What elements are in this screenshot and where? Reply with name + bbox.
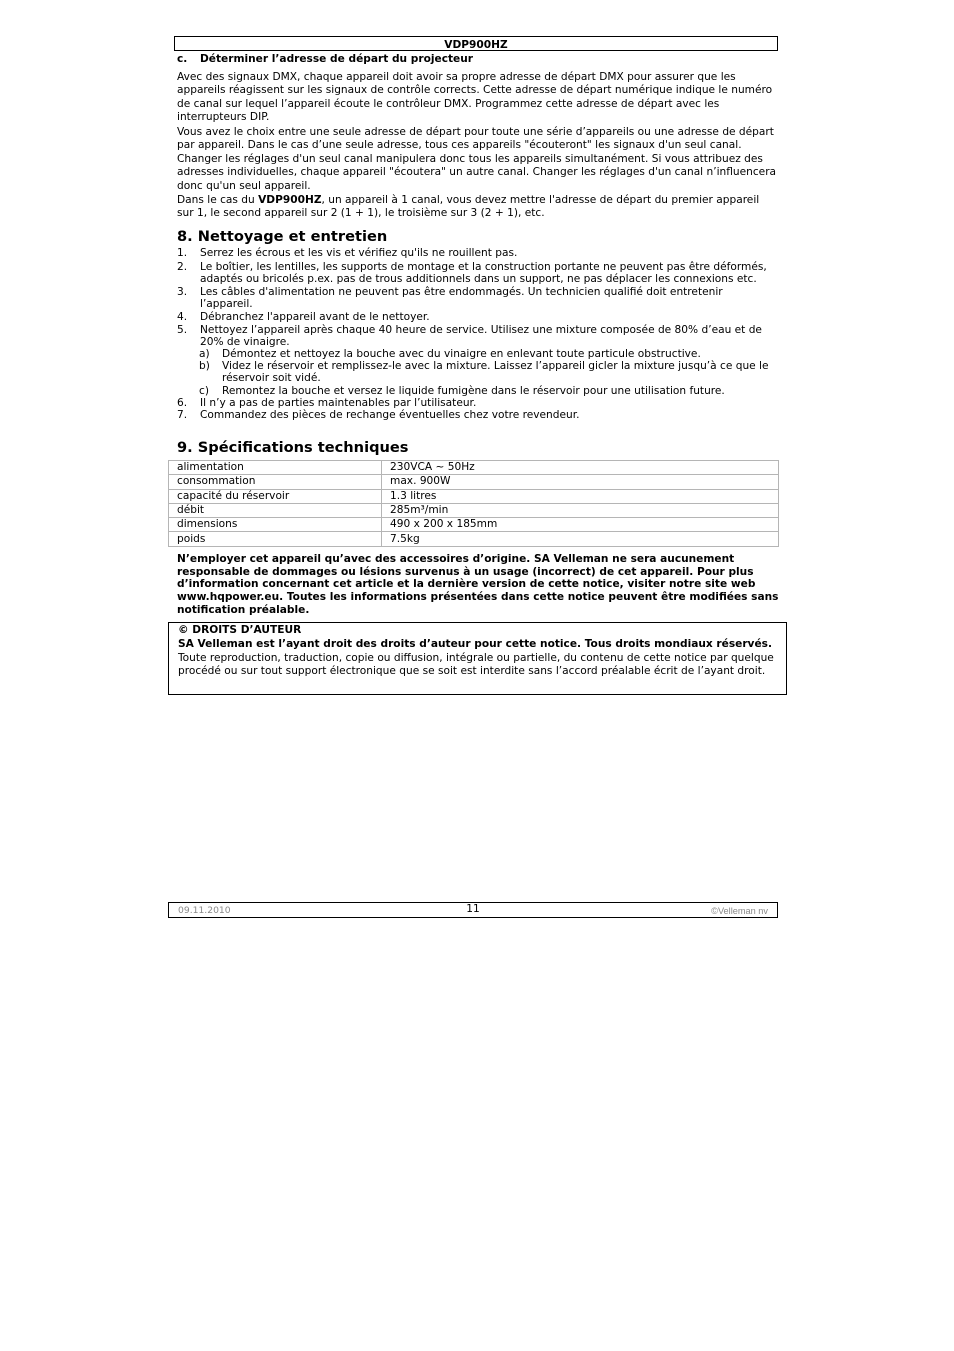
spec-key: alimentation bbox=[169, 461, 382, 475]
list-item-number: 2. bbox=[177, 261, 188, 274]
page-number: 11 bbox=[466, 903, 480, 915]
sub-list-item-text: Démontez et nettoyez la bouche avec du vinaigre en enlevant toute particule obstructive. bbox=[222, 348, 701, 361]
spec-value: 7.5kg bbox=[382, 532, 779, 546]
para3-text: Dans le cas du bbox=[177, 194, 259, 206]
sub-list-item-letter: a) bbox=[199, 348, 210, 361]
sub-list-item bbox=[177, 360, 777, 384]
list-item-number: 5. bbox=[177, 324, 188, 337]
section-c-heading bbox=[177, 53, 473, 66]
spec-key: capacité du réservoir bbox=[169, 489, 382, 503]
list-item bbox=[177, 409, 777, 421]
list-item-number: 7. bbox=[177, 409, 188, 422]
section-c-title: Déterminer l’adresse de départ du projecteur bbox=[200, 53, 473, 65]
footer-copyright: ©Velleman nv bbox=[711, 906, 768, 916]
sub-list-item-letter: c) bbox=[199, 385, 209, 398]
list-item bbox=[177, 311, 777, 323]
list-item-text: Le boîtier, les lentilles, les supports de montage et la construction portante ne peuvent pas être déformés, adaptés ou bricolés p.ex. pas de trous additionnels dans un support, ne pas déplacer les connexions etc. bbox=[200, 261, 767, 286]
list-item-number: 3. bbox=[177, 286, 188, 299]
list-item-text: Nettoyez l’appareil après chaque 40 heure de service. Utilisez une mixture composée de 80% d’eau et de 20% de vinaigre. bbox=[200, 324, 762, 349]
model-name: VDP900HZ bbox=[444, 39, 508, 51]
section-c-paragraph-3 bbox=[177, 194, 777, 221]
sub-list-item bbox=[177, 348, 777, 360]
spec-key: débit bbox=[169, 503, 382, 517]
list-item-text: Débranchez l'appareil avant de le nettoyer. bbox=[200, 311, 430, 324]
copyright-box bbox=[168, 622, 787, 695]
spec-key: dimensions bbox=[169, 518, 382, 532]
sub-list-item bbox=[177, 385, 777, 397]
header-model-box bbox=[174, 36, 778, 51]
spec-value: 230VCA ~ 50Hz bbox=[382, 461, 779, 475]
sub-list-item-text: Remontez la bouche et versez le liquide fumigène dans le réservoir pour une utilisation future. bbox=[222, 385, 725, 398]
specifications-table bbox=[168, 460, 779, 547]
footer-date: 09.11.2010 bbox=[178, 905, 231, 916]
list-item-text: Commandez des pièces de rechange éventuelles chez votre revendeur. bbox=[200, 409, 580, 422]
list-item-text: Il n’y a pas de parties maintenables par l’utilisateur. bbox=[200, 397, 477, 410]
list-item bbox=[177, 324, 777, 348]
section-c-paragraph-2: Vous avez le choix entre une seule adresse de départ pour toute une série d’appareils ou une adresse de départ par appareil. Dans le cas d’une seule adresse, tous ces appareils "écouteront" les signaux d'un seul canal. Changer les réglages d'un seul canal manipulera donc tous les appareils simultanément. Si vous attribuez des adresses individuelles, chaque appareil "écoutera" un autre canal. Changer les réglages d'un canal n’influencera donc qu'un seul appareil. bbox=[177, 126, 777, 192]
table-row bbox=[169, 503, 779, 517]
sub-list-item-letter: b) bbox=[199, 360, 210, 373]
spec-value: 285m³/min bbox=[382, 503, 779, 517]
copyright-text bbox=[178, 638, 777, 679]
list-item-number: 6. bbox=[177, 397, 188, 410]
spec-value: 490 x 200 x 185mm bbox=[382, 518, 779, 532]
para3-text-end: , un appareil à 1 canal, vous devez mettre l'adresse de départ du premier appareil sur 1, le second appareil sur 2 (1 + 1), le troisième sur 3 (2 + 1), etc. bbox=[177, 194, 760, 220]
list-item bbox=[177, 286, 777, 310]
section-c-paragraph-1: Avec des signaux DMX, chaque appareil doit avoir sa propre adresse de départ DMX pour assurer que les appareils réagissent sur les signaux de contrôle corrects. Cette adresse de départ numérique indique le numéro de canal sur lequel l’appareil écoute le contrôleur DMX. Programmez cette adresse de départ avec les interrupteurs DIP. bbox=[177, 71, 773, 124]
maintenance-list bbox=[177, 247, 777, 421]
copyright-heading: © DROITS D’AUTEUR bbox=[178, 624, 302, 636]
table-row bbox=[169, 461, 779, 475]
list-item-text: Les câbles d'alimentation ne peuvent pas être endommagés. Un technicien qualifié doit entretenir l’appareil. bbox=[200, 286, 723, 311]
spec-key: consommation bbox=[169, 475, 382, 489]
list-item-text: Serrez les écrous et les vis et vérifiez qu'ils ne rouillent pas. bbox=[200, 247, 518, 259]
copyright-body-text: Toute reproduction, traduction, copie ou diffusion, intégrale ou partielle, du contenu de cette notice par quelque procédé ou sur tout support électronique que se soit est interdite sans l’accord préalable écrit de l’ayant droit. bbox=[178, 651, 774, 678]
table-row bbox=[169, 489, 779, 503]
list-item bbox=[177, 397, 777, 409]
table-row bbox=[169, 518, 779, 532]
copyright-bold-text: SA Velleman est l’ayant droit des droits d’auteur pour cette notice. Tous droits mondiaux réservés. bbox=[178, 637, 772, 650]
section-9-title: 9. Spécifications techniques bbox=[177, 439, 409, 456]
usage-notice: N’employer cet appareil qu’avec des accessoires d’origine. SA Velleman ne sera aucunement responsable de dommages ou lésions survenus à un usage (incorrect) de cet appareil. Pour plus d’information concernant cet article et la dernière version de cette notice, visiter notre site web www.hqpower.eu. Toutes les informations présentées dans cette notice peuvent être modifiées sans notification préalable. bbox=[177, 553, 779, 616]
spec-key: poids bbox=[169, 532, 382, 546]
list-item-number: 4. bbox=[177, 311, 188, 324]
section-8-title: 8. Nettoyage et entretien bbox=[177, 228, 388, 245]
sub-list-item-text: Videz le réservoir et remplissez-le avec la mixture. Laissez l’appareil gicler la mixture jusqu’à ce que le réservoir soit vidé. bbox=[222, 360, 769, 385]
section-c-label: c. bbox=[177, 53, 188, 65]
spec-value: 1.3 litres bbox=[382, 489, 779, 503]
list-item bbox=[177, 247, 777, 260]
list-item-number: 1. bbox=[177, 247, 188, 259]
spec-value: max. 900W bbox=[382, 475, 779, 489]
footer bbox=[168, 902, 778, 918]
para3-model: VDP900HZ bbox=[258, 194, 322, 206]
table-row bbox=[169, 475, 779, 489]
table-row bbox=[169, 532, 779, 546]
list-item bbox=[177, 261, 777, 285]
